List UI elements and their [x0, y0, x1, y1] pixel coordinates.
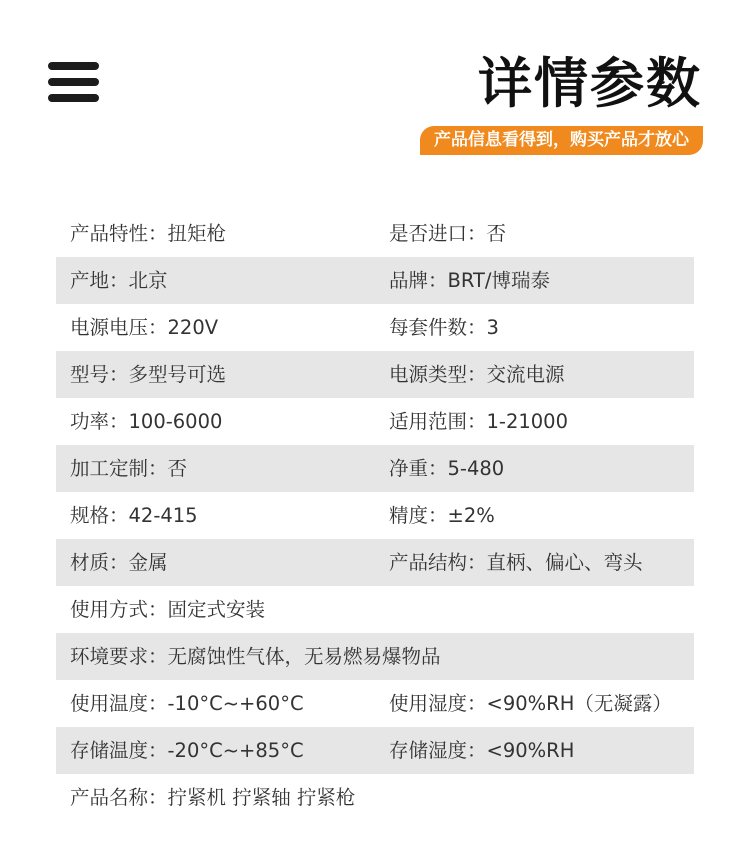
spec-cell-right: 适用范围：1-21000: [389, 410, 568, 433]
menu-bar-top: [48, 62, 99, 70]
spec-cell-left: 产品名称：拧紧机 拧紧轴 拧紧枪: [70, 786, 356, 809]
spec-cell-left: 产品特性：扭矩枪: [70, 222, 227, 245]
spec-cell-left: 环境要求：无腐蚀性气体，无易燃易爆物品: [70, 645, 441, 668]
spec-cell-left: 加工定制：否: [70, 457, 188, 480]
menu-bar-bottom: [48, 94, 99, 102]
spec-table: [56, 210, 694, 821]
spec-cell-left: 电源电压：220V: [70, 316, 219, 339]
spec-row: [56, 398, 694, 445]
spec-row: [56, 210, 694, 257]
menu-bar-middle: [48, 78, 99, 86]
spec-cell-left: 材质：金属: [70, 551, 168, 574]
spec-cell-right: 精度：±2%: [389, 504, 495, 527]
spec-cell-right: 是否进口：否: [389, 222, 507, 245]
spec-cell-left: 规格：42-415: [70, 504, 198, 527]
spec-row: [56, 351, 694, 398]
spec-cell-right: 产品结构：直柄、偏心、弯头: [389, 551, 643, 574]
spec-row: [56, 445, 694, 492]
spec-cell-right: 使用湿度：<90%RH（无凝露）: [389, 692, 672, 715]
spec-cell-left: 型号：多型号可选: [70, 363, 227, 386]
spec-cell-right: 每套件数：3: [389, 316, 499, 339]
spec-row: [56, 774, 694, 821]
page-title: 详情参数: [478, 52, 702, 115]
spec-cell-right: 品牌：BRT/博瑞泰: [389, 269, 550, 292]
spec-row: [56, 727, 694, 774]
spec-cell-left: 使用温度：-10°C~+60°C: [70, 692, 304, 715]
spec-cell-right: 存储湿度：<90%RH: [389, 739, 575, 762]
subtitle-badge: 产品信息看得到，购买产品才放心: [420, 126, 703, 155]
spec-cell-left: 产地：北京: [70, 269, 168, 292]
spec-cell-left: 存储温度：-20°C~+85°C: [70, 739, 304, 762]
spec-row: [56, 633, 694, 680]
spec-cell-right: 净重：5-480: [389, 457, 505, 480]
spec-row: [56, 492, 694, 539]
spec-row: [56, 257, 694, 304]
hamburger-menu-icon[interactable]: [48, 62, 99, 102]
spec-cell-left: 使用方式：固定式安装: [70, 598, 266, 621]
spec-row: [56, 539, 694, 586]
spec-cell-right: 电源类型：交流电源: [389, 363, 565, 386]
spec-row: [56, 680, 694, 727]
spec-cell-left: 功率：100-6000: [70, 410, 223, 433]
spec-row: [56, 586, 694, 633]
spec-row: [56, 304, 694, 351]
